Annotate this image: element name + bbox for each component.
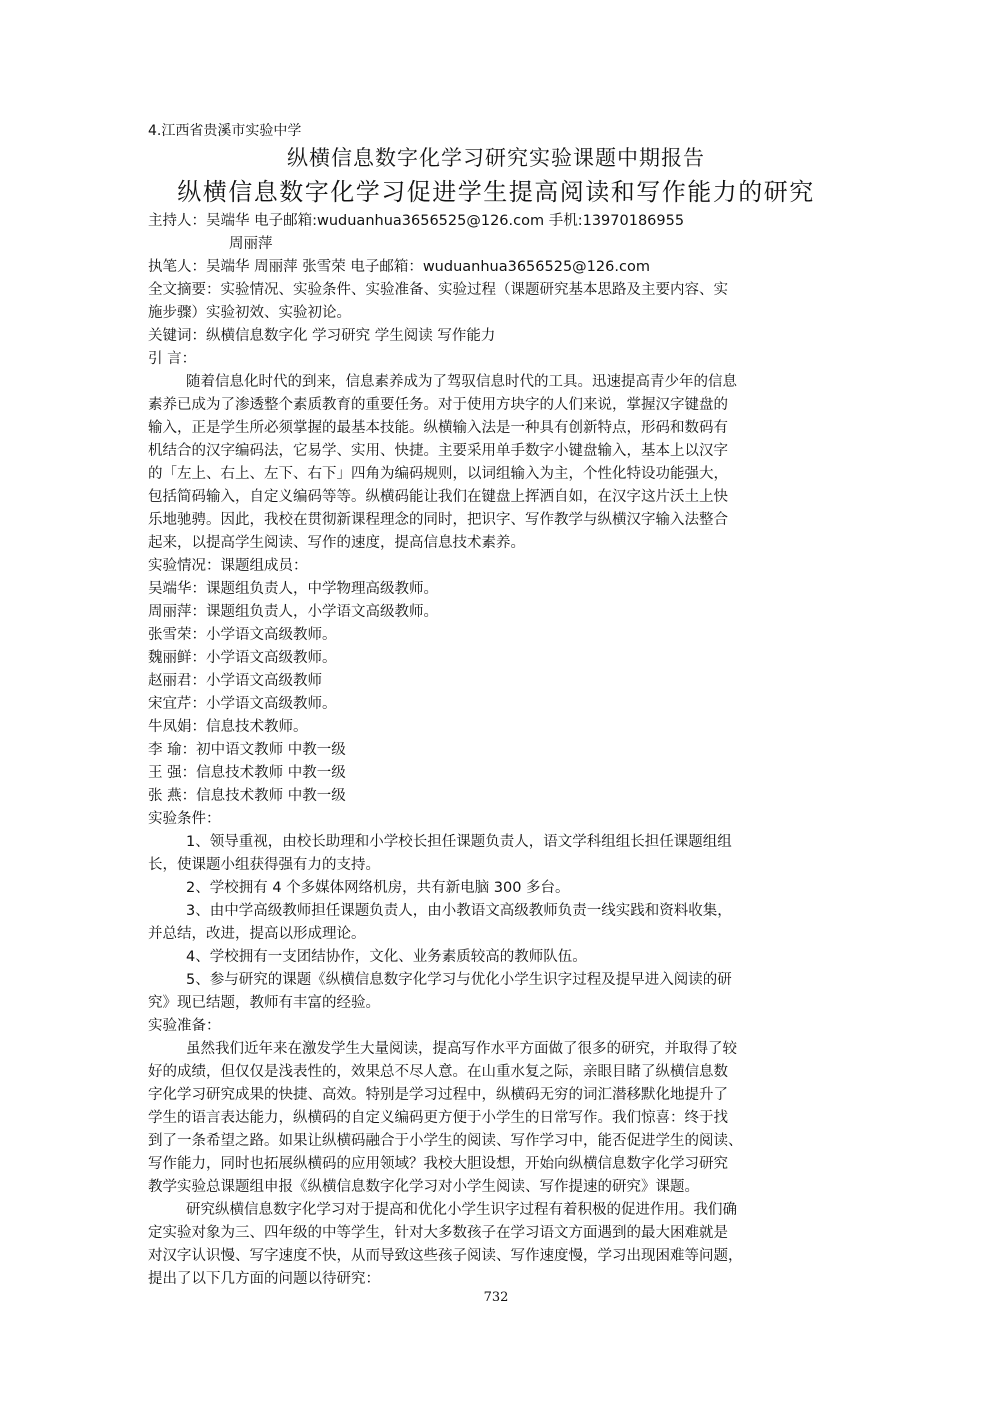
prep-line: 字化学习研究成果的快捷、高效。特别是学习过程中，纵横码无穷的词汇潜移默化地提升了 xyxy=(148,1087,728,1103)
conditions-heading: 实验条件： xyxy=(148,811,221,827)
intro-line: 随着信息化时代的到来，信息素养成为了驾驭信息时代的工具。迅速提高青少年的信息 xyxy=(186,374,737,390)
condition-line: 5、参与研究的课题《纵横信息数字化学习与优化小学生识字过程及提早进入阅读的研 xyxy=(186,972,732,988)
prep-heading: 实验准备： xyxy=(148,1018,221,1034)
member-item: 张雪荣：小学语文高级教师。 xyxy=(148,627,337,643)
intro-line: 的「左上、右上、左下、右下」四角为编码规则，以词组输入为主，个性化特设功能强大， xyxy=(148,466,728,482)
condition-line: 并总结，改进，提高以形成理论。 xyxy=(148,926,366,942)
host-line: 主持人：吴端华 电子邮箱:wuduanhua3656525@126.com 手机:13970186955 xyxy=(148,213,685,229)
prep-line: 教学实验总课题组申报《纵横信息数字化学习对小学生阅读、写作提速的研究》课题。 xyxy=(148,1179,699,1195)
abstract-line: 施步骤）实验初效、实验初论。 xyxy=(148,305,351,321)
prep-line: 虽然我们近年来在激发学生大量阅读，提高写作水平方面做了很多的研究，并取得了较 xyxy=(186,1041,737,1057)
writer-line: 执笔人：吴端华 周丽萍 张雪荣 电子邮箱：wuduanhua3656525@126.com xyxy=(148,259,650,275)
prep-line: 到了一条希望之路。如果让纵横码融合于小学生的阅读、写作学习中，能否促进学生的阅读、 xyxy=(148,1133,743,1149)
title-sub: 纵横信息数字化学习促进学生提高阅读和写作能力的研究 xyxy=(177,178,815,206)
intro-line: 输入，正是学生所必须掌握的最基本技能。纵横输入法是一种具有创新特点，形码和数码有 xyxy=(148,420,728,436)
keywords-line: 关键词：纵横信息数字化 学习研究 学生阅读 写作能力 xyxy=(148,328,496,344)
member-item: 张 燕：信息技术教师 中教一级 xyxy=(148,788,346,804)
prep-line: 定实验对象为三、四年级的中等学生，针对大多数孩子在学习语文方面遇到的最大困难就是 xyxy=(148,1225,728,1241)
intro-line: 素养已成为了渗透整个素质教育的重要任务。对于使用方块字的人们来说，掌握汉字键盘的 xyxy=(148,397,728,413)
prep-line: 对汉字认识慢、写字速度不快，从而导致这些孩子阅读、写作速度慢，学习出现困难等问题， xyxy=(148,1248,743,1264)
prep-line: 学生的语言表达能力，纵横码的自定义编码更方便于小学生的日常写作。我们惊喜：终于找 xyxy=(148,1110,728,1126)
intro-line: 乐地驰骋。因此，我校在贯彻新课程理念的同时，把识字、写作教学与纵横汉字输入法整合 xyxy=(148,512,728,528)
member-item: 牛凤娟：信息技术教师。 xyxy=(148,719,308,735)
condition-line: 长，使课题小组获得强有力的支持。 xyxy=(148,857,380,873)
abstract-line: 全文摘要：实验情况、实验条件、实验准备、实验过程（课题研究基本思路及主要内容、实 xyxy=(148,282,728,298)
member-item: 赵丽君：小学语文高级教师 xyxy=(148,673,322,689)
prep-line: 好的成绩，但仅仅是浅表性的，效果总不尽人意。在山重水复之际，亲眼目睹了纵横信息数 xyxy=(148,1064,728,1080)
condition-line: 1、领导重视，由校长助理和小学校长担任课题负责人，语文学科组组长担任课题组组 xyxy=(186,834,732,850)
members-heading: 实验情况：课题组成员： xyxy=(148,558,308,574)
member-item: 魏丽鲜：小学语文高级教师。 xyxy=(148,650,337,666)
host-line-2: 周丽萍 xyxy=(229,236,273,252)
prep-line: 提出了以下几方面的问题以待研究： xyxy=(148,1271,380,1287)
member-item: 吴端华：课题组负责人，中学物理高级教师。 xyxy=(148,581,438,597)
page-number: 732 xyxy=(483,1290,509,1305)
condition-line: 3、由中学高级教师担任课题负责人，由小教语文高级教师负责一线实践和资料收集， xyxy=(186,903,732,919)
member-item: 宋宜芹：小学语文高级教师。 xyxy=(148,696,337,712)
prep-line: 写作能力，同时也拓展纵横码的应用领域？我校大胆设想，开始向纵横信息数字化学习研究 xyxy=(148,1156,728,1172)
prep-line: 研究纵横信息数字化学习对于提高和优化小学生识字过程有着积极的促进作用。我们确 xyxy=(186,1202,737,1218)
member-item: 周丽萍：课题组负责人，小学语文高级教师。 xyxy=(148,604,438,620)
member-item: 王 强：信息技术教师 中教一级 xyxy=(148,765,346,781)
intro-line: 包括简码输入，自定义编码等等。纵横码能让我们在键盘上挥洒自如，在汉字这片沃土上快 xyxy=(148,489,728,505)
intro-line: 起来，以提高学生阅读、写作的速度，提高信息技术素养。 xyxy=(148,535,525,551)
header-school: 4.江西省贵溪市实验中学 xyxy=(148,123,302,139)
condition-line: 2、学校拥有 4 个多媒体网络机房，共有新电脑 300 多台。 xyxy=(186,880,570,896)
intro-line: 机结合的汉字编码法，它易学、实用、快捷。主要采用单手数字小键盘输入，基本上以汉字 xyxy=(148,443,728,459)
title-main: 纵横信息数字化学习研究实验课题中期报告 xyxy=(287,146,705,170)
intro-heading: 引 言： xyxy=(148,351,197,367)
condition-line: 究》现已结题，教师有丰富的经验。 xyxy=(148,995,380,1011)
member-item: 李 瑜：初中语文教师 中教一级 xyxy=(148,742,346,758)
condition-line: 4、学校拥有一支团结协作，文化、业务素质较高的教师队伍。 xyxy=(186,949,587,965)
